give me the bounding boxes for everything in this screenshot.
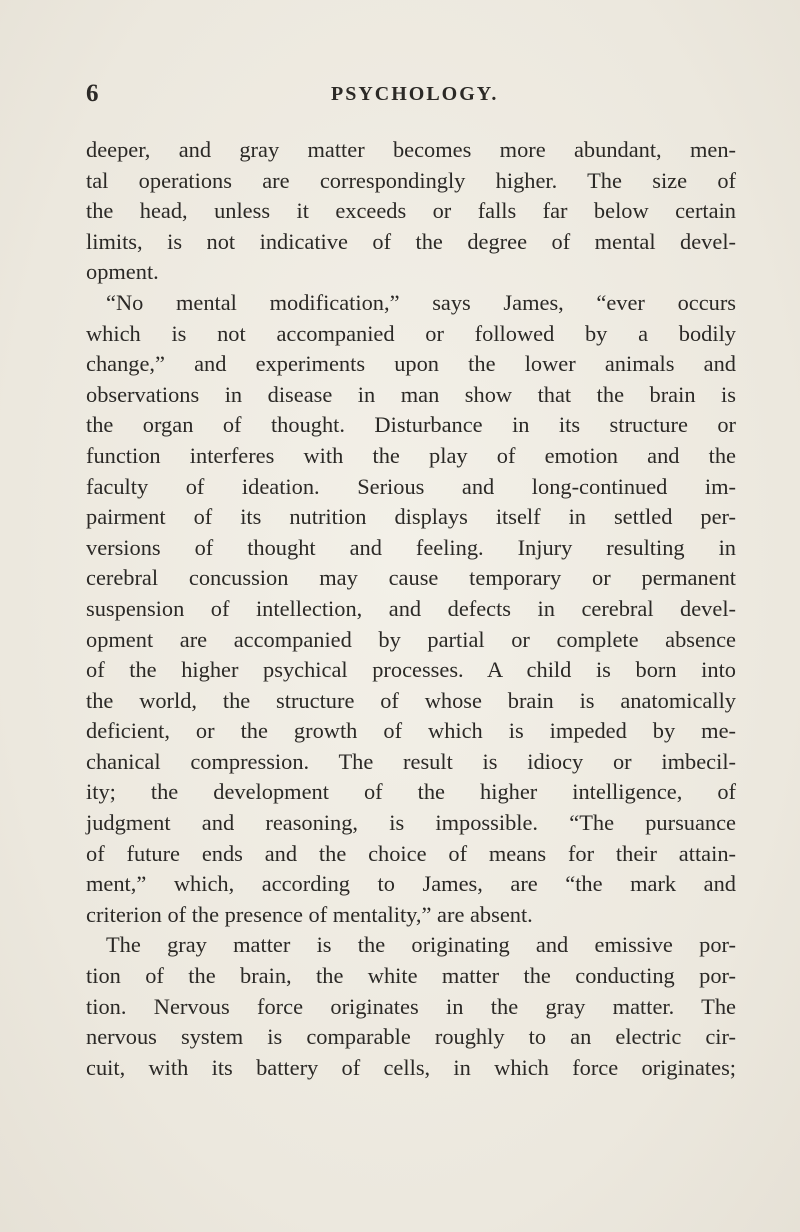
page-header bbox=[86, 80, 738, 110]
text-line: tion of the brain, the white matter the conducting por- bbox=[86, 963, 736, 989]
text-line: which is not accompanied or followed by a bodily bbox=[86, 320, 736, 346]
text-line: faculty of ideation. Serious and long-continued im- bbox=[86, 473, 736, 499]
text-line: of the higher psychical processes. A child is born into bbox=[86, 657, 736, 683]
text-line: function interferes with the play of emotion and the bbox=[86, 442, 736, 468]
text-line: ment,” which, according to James, are “the mark and bbox=[86, 871, 736, 897]
text-line: “No mental modification,” says James, “ever occurs bbox=[106, 289, 736, 315]
text-line: suspension of intellection, and defects in cerebral devel- bbox=[86, 595, 736, 621]
text-line: deeper, and gray matter becomes more abundant, men- bbox=[86, 137, 736, 162]
text-line: the organ of thought. Disturbance in its structure or bbox=[86, 412, 736, 438]
text-line: ity; the development of the higher intelligence, of bbox=[86, 779, 736, 805]
text-line: criterion of the presence of mentality,” are absent. bbox=[86, 901, 533, 927]
text-line: opment. bbox=[86, 259, 159, 285]
text-line: cuit, with its battery of cells, in which force originates; bbox=[86, 1054, 736, 1080]
running-head: PSYCHOLOGY. bbox=[331, 83, 499, 105]
text-line: limits, is not indicative of the degree of mental devel- bbox=[86, 228, 736, 254]
body-text bbox=[86, 135, 736, 1083]
text-line: cerebral concussion may cause temporary or permanent bbox=[86, 565, 736, 591]
text-line: the world, the structure of whose brain is anatomically bbox=[86, 687, 736, 713]
text-line: tion. Nervous force originates in the gray matter. The bbox=[86, 993, 736, 1019]
text-line: of future ends and the choice of means for their attain- bbox=[86, 840, 736, 866]
text-line: The gray matter is the originating and emissive por- bbox=[106, 932, 736, 958]
text-line: judgment and reasoning, is impossible. “The pursuance bbox=[86, 810, 736, 836]
text-line: opment are accompanied by partial or complete absence bbox=[86, 626, 736, 652]
text-line: change,” and experiments upon the lower animals and bbox=[86, 351, 736, 377]
text-line: deficient, or the growth of which is impeded by me- bbox=[86, 718, 736, 744]
text-line: versions of thought and feeling. Injury resulting in bbox=[86, 534, 736, 560]
text-line: nervous system is comparable roughly to an electric cir- bbox=[86, 1024, 736, 1050]
text-line: tal operations are correspondingly higher. The size of bbox=[86, 167, 736, 193]
text-line: observations in disease in man show that the brain is bbox=[86, 381, 736, 407]
text-line: chanical compression. The result is idiocy or imbecil- bbox=[86, 748, 736, 774]
text-line: pairment of its nutrition displays itself in settled per- bbox=[86, 504, 736, 530]
page-number: 6 bbox=[86, 80, 99, 107]
text-line: the head, unless it exceeds or falls far below certain bbox=[86, 198, 736, 224]
